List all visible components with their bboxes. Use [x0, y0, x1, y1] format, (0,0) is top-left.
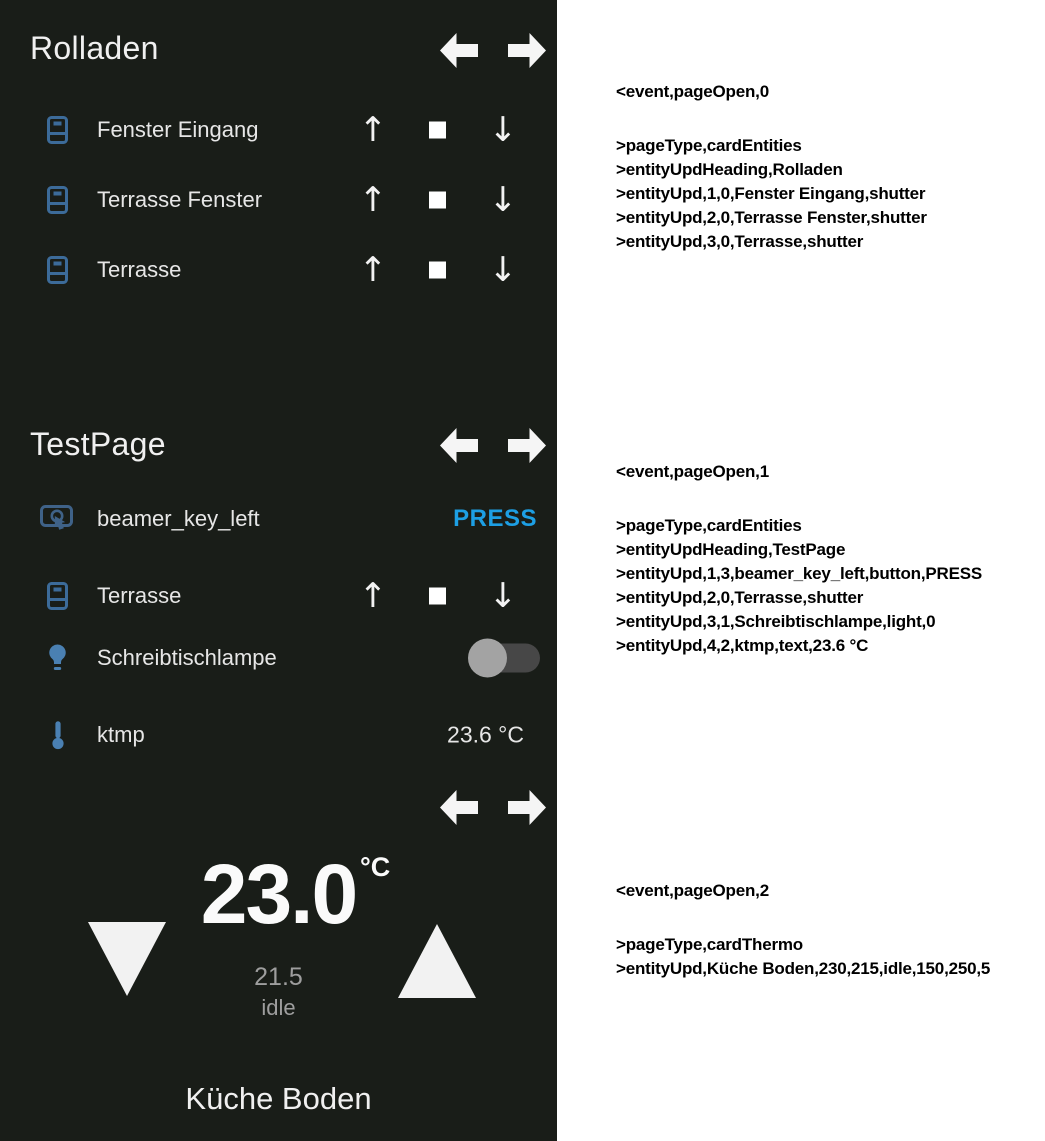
- shutter-stop-button[interactable]: [429, 122, 446, 139]
- annotation-block-page0: [616, 80, 927, 254]
- annotation-block-page2: [616, 879, 990, 981]
- arrow-left-icon: [440, 790, 478, 825]
- protocol-line: >entityUpd,2,0,Terrasse,shutter: [616, 588, 864, 607]
- shutter-down-button[interactable]: ↓: [488, 180, 518, 220]
- annotation-gap: [616, 484, 982, 514]
- event-line: <event,pageOpen,1: [616, 462, 769, 481]
- thermostat-title: Küche Boden: [185, 1081, 372, 1116]
- protocol-line: >pageType,cardEntities: [616, 516, 802, 535]
- shutter-up-button[interactable]: ↑: [358, 576, 388, 616]
- arrow-right-icon: [508, 790, 546, 825]
- entity-name: Schreibtischlampe: [97, 645, 277, 670]
- shutter-up-button[interactable]: ↑: [358, 180, 388, 220]
- protocol-line: >entityUpd,3,1,Schreibtischlampe,light,0: [616, 612, 936, 631]
- entity-row: [0, 574, 557, 618]
- thermometer-icon: [52, 720, 64, 750]
- shutter-down-button[interactable]: ↓: [488, 110, 518, 150]
- shutter-up-button[interactable]: ↑: [358, 250, 388, 290]
- window-shutter-icon: [47, 186, 68, 214]
- window-shutter-icon: [47, 256, 68, 284]
- annotation-gap: [616, 903, 990, 933]
- annotation-gap: [616, 104, 927, 134]
- event-line: <event,pageOpen,0: [616, 82, 769, 101]
- entity-row: [0, 178, 557, 222]
- shutter-down-button[interactable]: ↓: [488, 250, 518, 290]
- shutter-stop-button[interactable]: [429, 262, 446, 279]
- entity-row: [0, 497, 557, 541]
- protocol-line: >entityUpd,3,0,Terrasse,shutter: [616, 232, 864, 251]
- card1-heading: Rolladen: [30, 30, 159, 66]
- entity-name: Terrasse: [97, 583, 182, 608]
- current-temperature: 23.0: [200, 847, 357, 941]
- arrow-right-icon: [508, 428, 546, 463]
- shutter-up-button[interactable]: ↑: [358, 110, 388, 150]
- gesture-tap-button-icon: [40, 504, 73, 534]
- window-shutter-icon: [47, 116, 68, 144]
- protocol-line: >entityUpd,4,2,ktmp,text,23.6 °C: [616, 636, 869, 655]
- entity-name: Terrasse Fenster: [97, 187, 263, 212]
- press-button[interactable]: PRESS: [453, 505, 537, 532]
- card3-prev-page-button[interactable]: [440, 790, 478, 825]
- entity-name: ktmp: [97, 722, 145, 747]
- protocol-line: >pageType,cardEntities: [616, 136, 802, 155]
- entity-name: Fenster Eingang: [97, 117, 259, 142]
- protocol-line: >entityUpd,1,0,Fenster Eingang,shutter: [616, 184, 926, 203]
- event-line: <event,pageOpen,2: [616, 881, 769, 900]
- sensor-value: 23.6 °C: [447, 721, 524, 748]
- protocol-line: >entityUpd,Küche Boden,230,215,idle,150,250,5: [616, 959, 991, 978]
- window-shutter-icon: [47, 582, 68, 610]
- entity-row: [0, 248, 557, 292]
- entity-row: [0, 108, 557, 152]
- arrow-left-icon: [440, 428, 478, 463]
- arrow-right-icon: [508, 33, 546, 68]
- card2-heading: TestPage: [30, 426, 166, 462]
- lightbulb-icon: [48, 644, 67, 673]
- entity-row: [0, 713, 557, 757]
- protocol-line: >entityUpd,2,0,Terrasse Fenster,shutter: [616, 208, 927, 227]
- light-toggle-off[interactable]: [470, 644, 540, 673]
- entity-row: [0, 636, 557, 680]
- entity-name: beamer_key_left: [97, 506, 260, 531]
- shutter-down-button[interactable]: ↓: [488, 576, 518, 616]
- protocol-line: >entityUpd,1,3,beamer_key_left,button,PRESS: [616, 564, 982, 583]
- protocol-line: >entityUpdHeading,TestPage: [616, 540, 846, 559]
- card3-next-page-button[interactable]: [508, 790, 546, 825]
- card2-next-page-button[interactable]: [508, 428, 546, 463]
- card2-prev-page-button[interactable]: [440, 428, 478, 463]
- entity-name: Terrasse: [97, 257, 182, 282]
- shutter-stop-button[interactable]: [429, 588, 446, 605]
- protocol-line: >entityUpdHeading,Rolladen: [616, 160, 843, 179]
- protocol-line: >pageType,cardThermo: [616, 935, 803, 954]
- card1-prev-page-button[interactable]: [440, 33, 478, 68]
- toggle-knob: [468, 639, 507, 678]
- temperature-unit: °C: [360, 852, 391, 882]
- target-temperature: 21.5: [254, 963, 303, 991]
- shutter-stop-button[interactable]: [429, 192, 446, 209]
- annotation-block-page1: [616, 460, 982, 658]
- hvac-state: idle: [261, 995, 296, 1020]
- card1-next-page-button[interactable]: [508, 33, 546, 68]
- arrow-left-icon: [440, 33, 478, 68]
